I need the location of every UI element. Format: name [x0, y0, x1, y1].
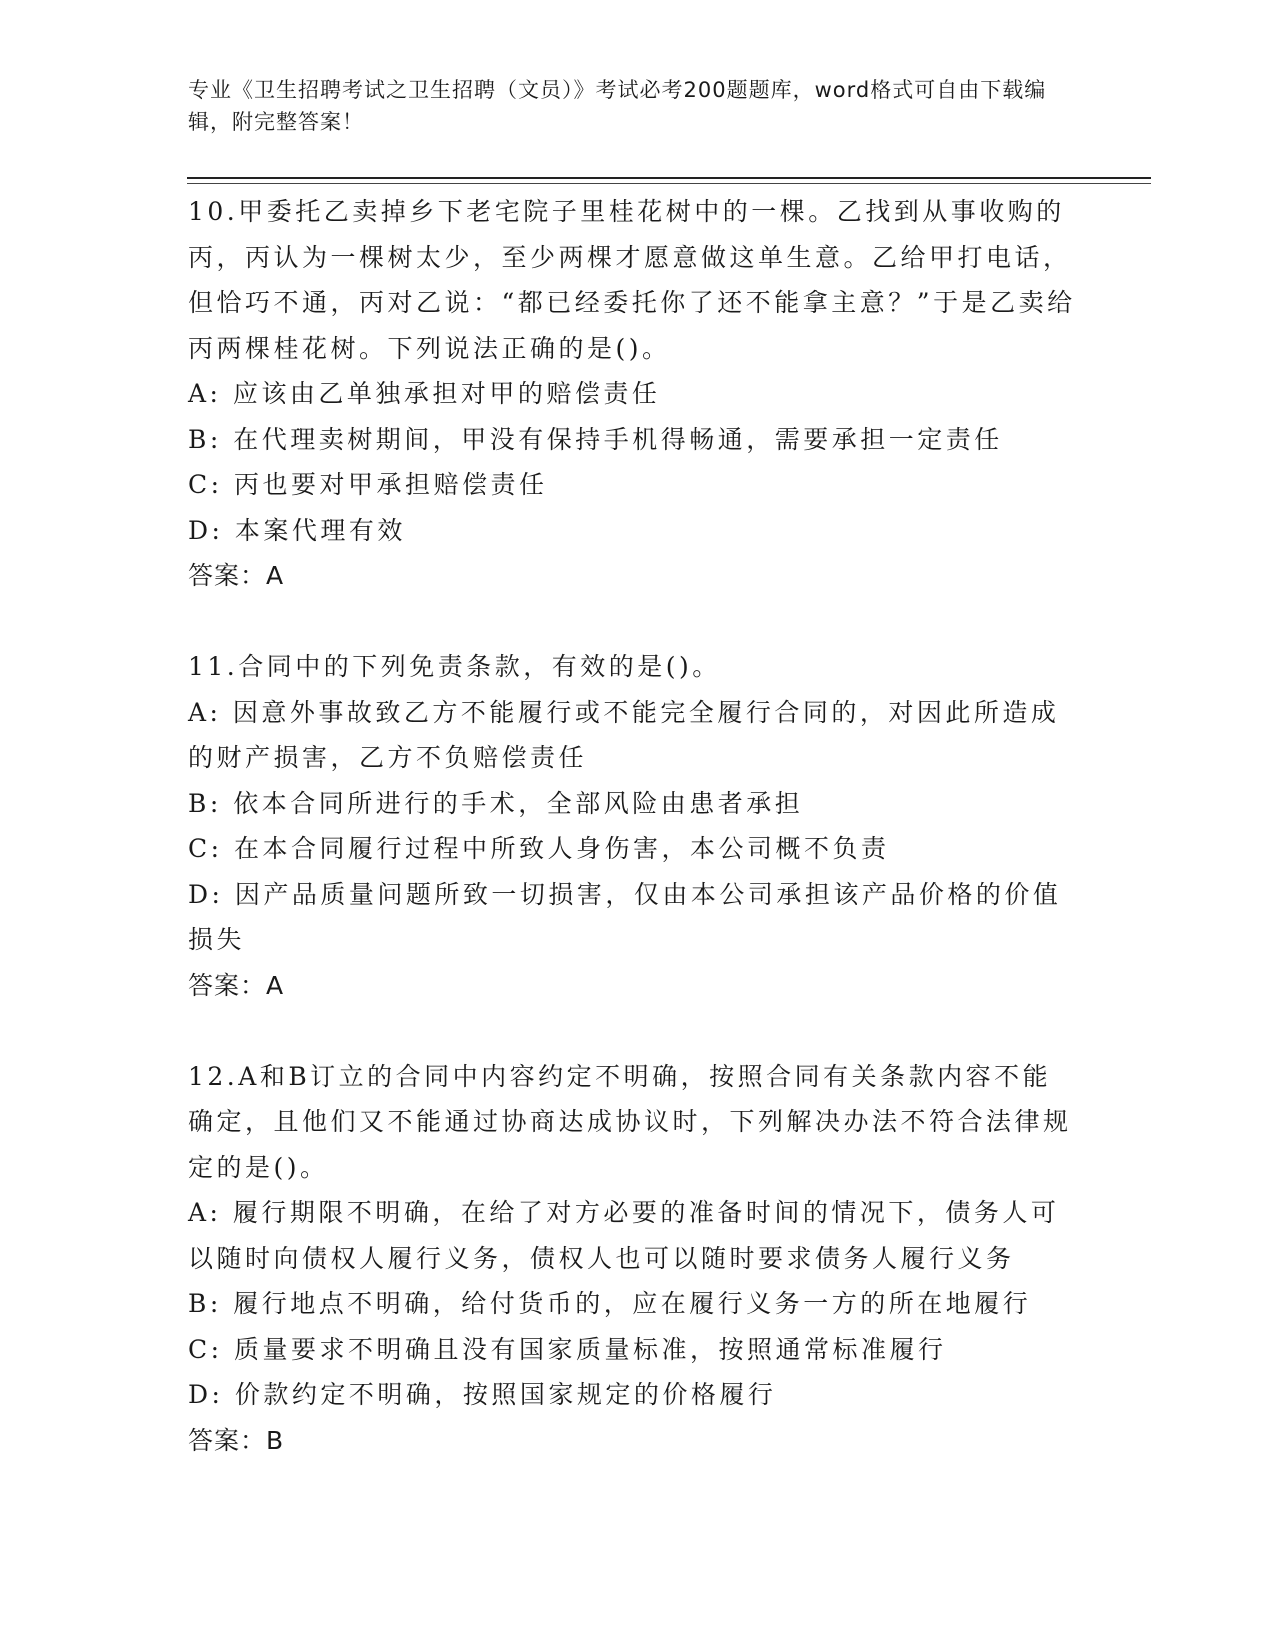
- option-b: B: 履行地点不明确，给付货币的，应在履行义务一方的所在地履行: [188, 1289, 1032, 1318]
- option-d: D: 本案代理有效: [188, 515, 406, 545]
- option-a: A: 因意外事故致乙方不能履行或不能完全履行合同的，对因此所造成的财产损害，乙方不负赔偿责任: [188, 697, 1060, 772]
- question-stem: 12.A和B订立的合同中内容约定不明确，按照合同有关条款内容不能确定，且他们又不能通过协商达成协议时，下列解决办法不符合法律规定的是()。: [188, 1061, 1072, 1182]
- header-divider-thin: [187, 183, 1151, 184]
- answer: 答案：A: [188, 561, 285, 590]
- answer: 答案：B: [188, 1425, 285, 1455]
- option-d: D: 价款约定不明确，按照国家规定的价格履行: [188, 1380, 777, 1409]
- answer: 答案：A: [188, 970, 285, 1000]
- option-d: D: 因产品质量问题所致一切损害，仅由本公司承担该产品价格的价值损失: [188, 879, 1062, 954]
- question-stem: 10.甲委托乙卖掉乡下老宅院子里桂花树中的一棵。乙找到从事收购的丙，丙认为一棵树太少，至少两棵才愿意做这单生意。乙给甲打电话，但恰巧不通，丙对乙说：“都已经委托你了还不能拿主意？”于是乙卖给丙两棵桂花树。下列说法正确的是()。: [188, 197, 1076, 363]
- option-b: B: 依本合同所进行的手术，全部风险由患者承担: [188, 788, 804, 818]
- option-b: B: 在代理卖树期间，甲没有保持手机得畅通，需要承担一定责任: [188, 424, 1003, 454]
- option-c: C: 质量要求不明确且没有国家质量标准，按照通常标准履行: [188, 1334, 947, 1364]
- option-c: C: 在本合同履行过程中所致人身伤害，本公司概不负责: [188, 834, 890, 863]
- question-11: [188, 644, 1078, 1008]
- question-stem: 11.合同中的下列免责条款，有效的是()。: [188, 652, 721, 681]
- question-12: [188, 1054, 1078, 1464]
- option-a: A: 履行期限不明确，在给了对方必要的准备时间的情况下，债务人可以随时向债权人履行义务，债权人也可以随时要求债务人履行义务: [188, 1198, 1060, 1273]
- option-a: A: 应该由乙单独承担对甲的赔偿责任: [188, 379, 661, 408]
- header-divider-thick: [187, 177, 1151, 179]
- option-c: C: 丙也要对甲承担赔偿责任: [188, 470, 548, 499]
- question-list: [188, 189, 1078, 1463]
- page-header: 专业《卫生招聘考试之卫生招聘（文员）》考试必考200题题库，word格式可自由下载编辑，附完整答案！: [188, 78, 1047, 134]
- question-10: [188, 189, 1078, 599]
